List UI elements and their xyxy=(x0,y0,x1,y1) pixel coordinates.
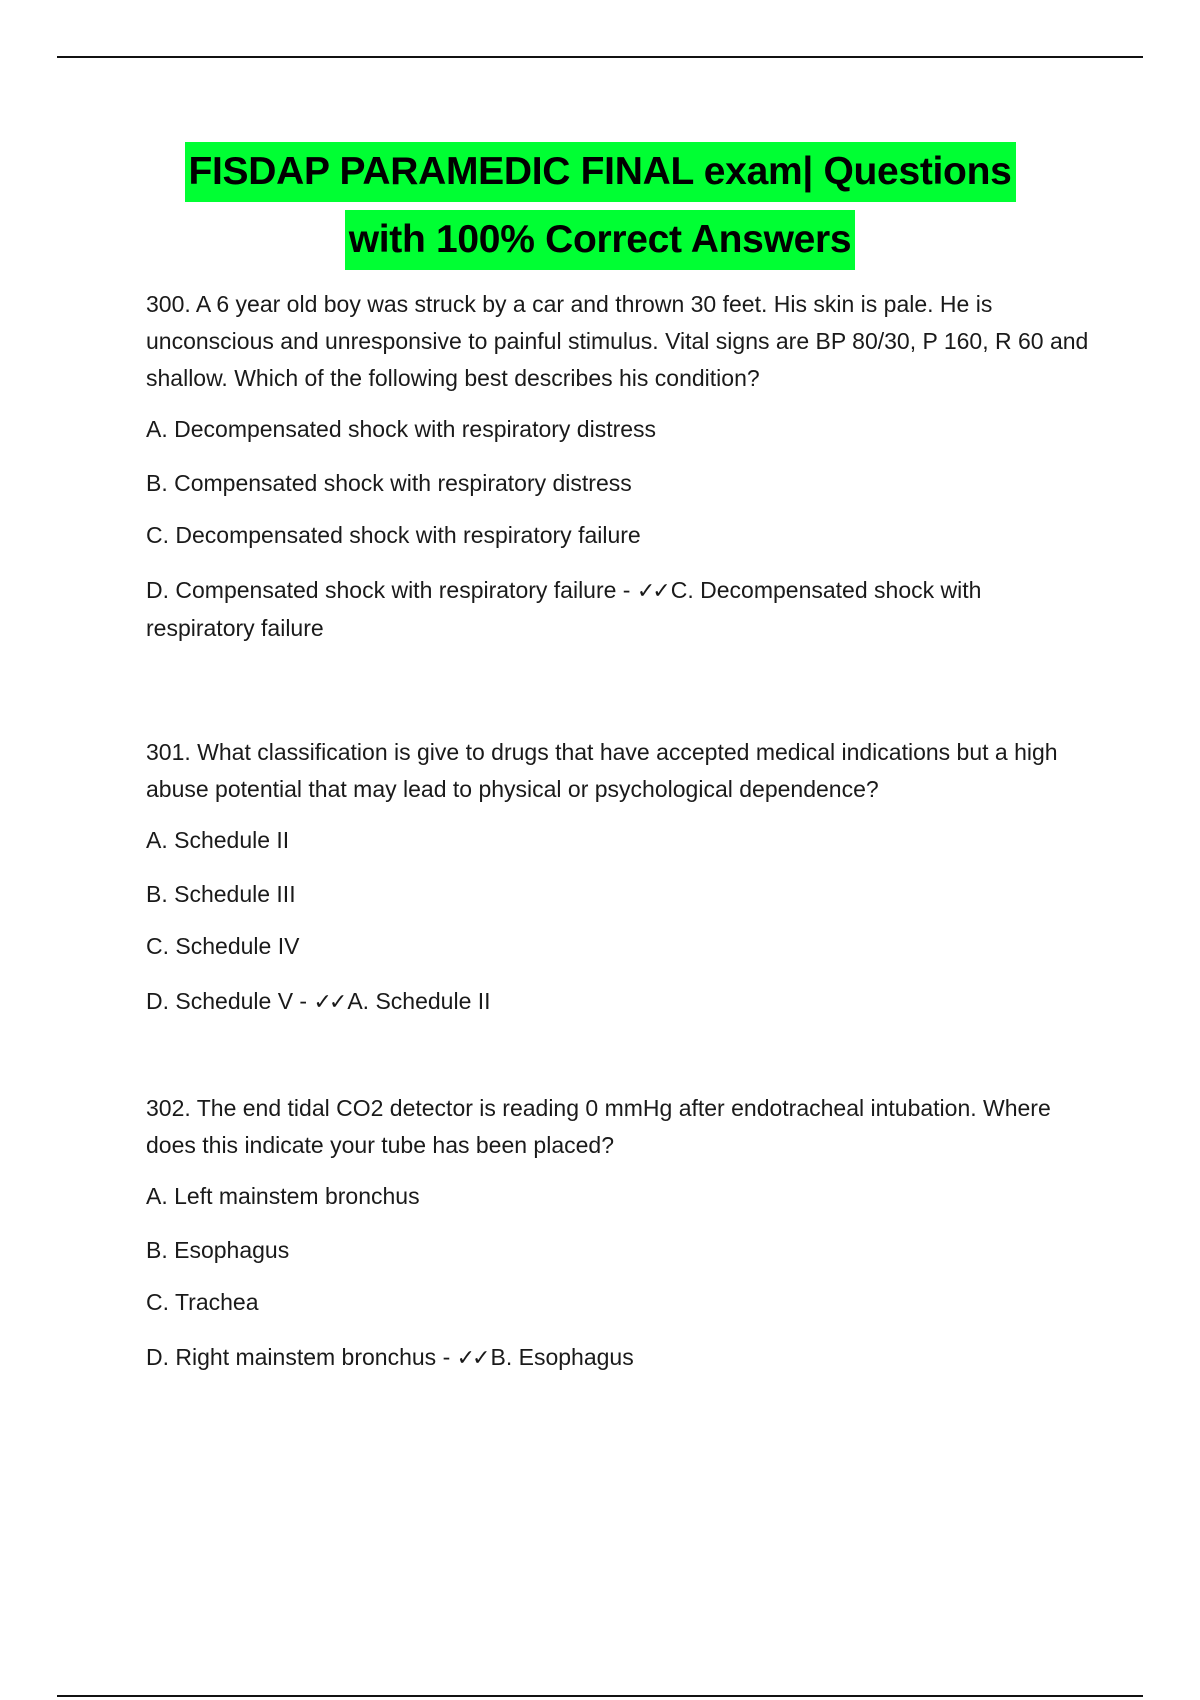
option-d: D. Compensated shock with respiratory failure - xyxy=(146,577,637,603)
option-d-with-answer xyxy=(146,572,1096,647)
option-d: D. Schedule V - xyxy=(146,988,314,1014)
option-b: B. Compensated shock with respiratory distress xyxy=(146,470,632,496)
correct-answer: C. Decompensated shock with respiratory failure xyxy=(146,577,982,641)
title-line-2: with 100% Correct Answers xyxy=(345,210,856,270)
correct-answer: B. Esophagus xyxy=(490,1344,634,1370)
option-a: A. Schedule II xyxy=(146,827,290,853)
double-check-icon: ✓✓ xyxy=(313,990,345,1015)
option-b: B. Esophagus xyxy=(146,1237,290,1263)
correct-answer: A. Schedule II xyxy=(347,988,491,1014)
question-stem: 300. A 6 year old boy was struck by a car and thrown 30 feet. His skin is pale. He is unconscious and unresponsive to painful stimulus. Vital signs are BP 80/30, P 160, R 60 and shallow. Which of the following best describes his condition? xyxy=(146,291,1089,391)
question-list xyxy=(146,286,1096,1377)
question-stem: 301. What classification is give to drugs that have accepted medical indications but a high abuse potential that may lead to physical or psychological dependence? xyxy=(146,739,1058,802)
option-c: C. Schedule IV xyxy=(146,933,300,959)
option-d-with-answer xyxy=(146,983,1096,1021)
option-b: B. Schedule III xyxy=(146,881,296,907)
option-c: C. Trachea xyxy=(146,1289,259,1315)
bottom-rule xyxy=(57,1695,1143,1697)
option-d-with-answer xyxy=(146,1339,1096,1377)
question-302 xyxy=(146,1090,1096,1377)
option-d: D. Right mainstem bronchus - xyxy=(146,1344,457,1370)
document-title xyxy=(60,142,1140,270)
top-rule xyxy=(57,56,1143,58)
question-301 xyxy=(146,734,1096,1021)
question-stem: 302. The end tidal CO2 detector is reading 0 mmHg after endotracheal intubation. Where does this indicate your tube has been placed? xyxy=(146,1095,1051,1158)
option-a: A. Left mainstem bronchus xyxy=(146,1183,420,1209)
double-check-icon: ✓✓ xyxy=(636,579,668,604)
double-check-icon: ✓✓ xyxy=(456,1346,488,1371)
question-300 xyxy=(146,286,1096,647)
option-c: C. Decompensated shock with respiratory failure xyxy=(146,522,641,548)
option-a: A. Decompensated shock with respiratory distress xyxy=(146,416,657,442)
title-line-1: FISDAP PARAMEDIC FINAL exam| Questions xyxy=(185,142,1016,202)
